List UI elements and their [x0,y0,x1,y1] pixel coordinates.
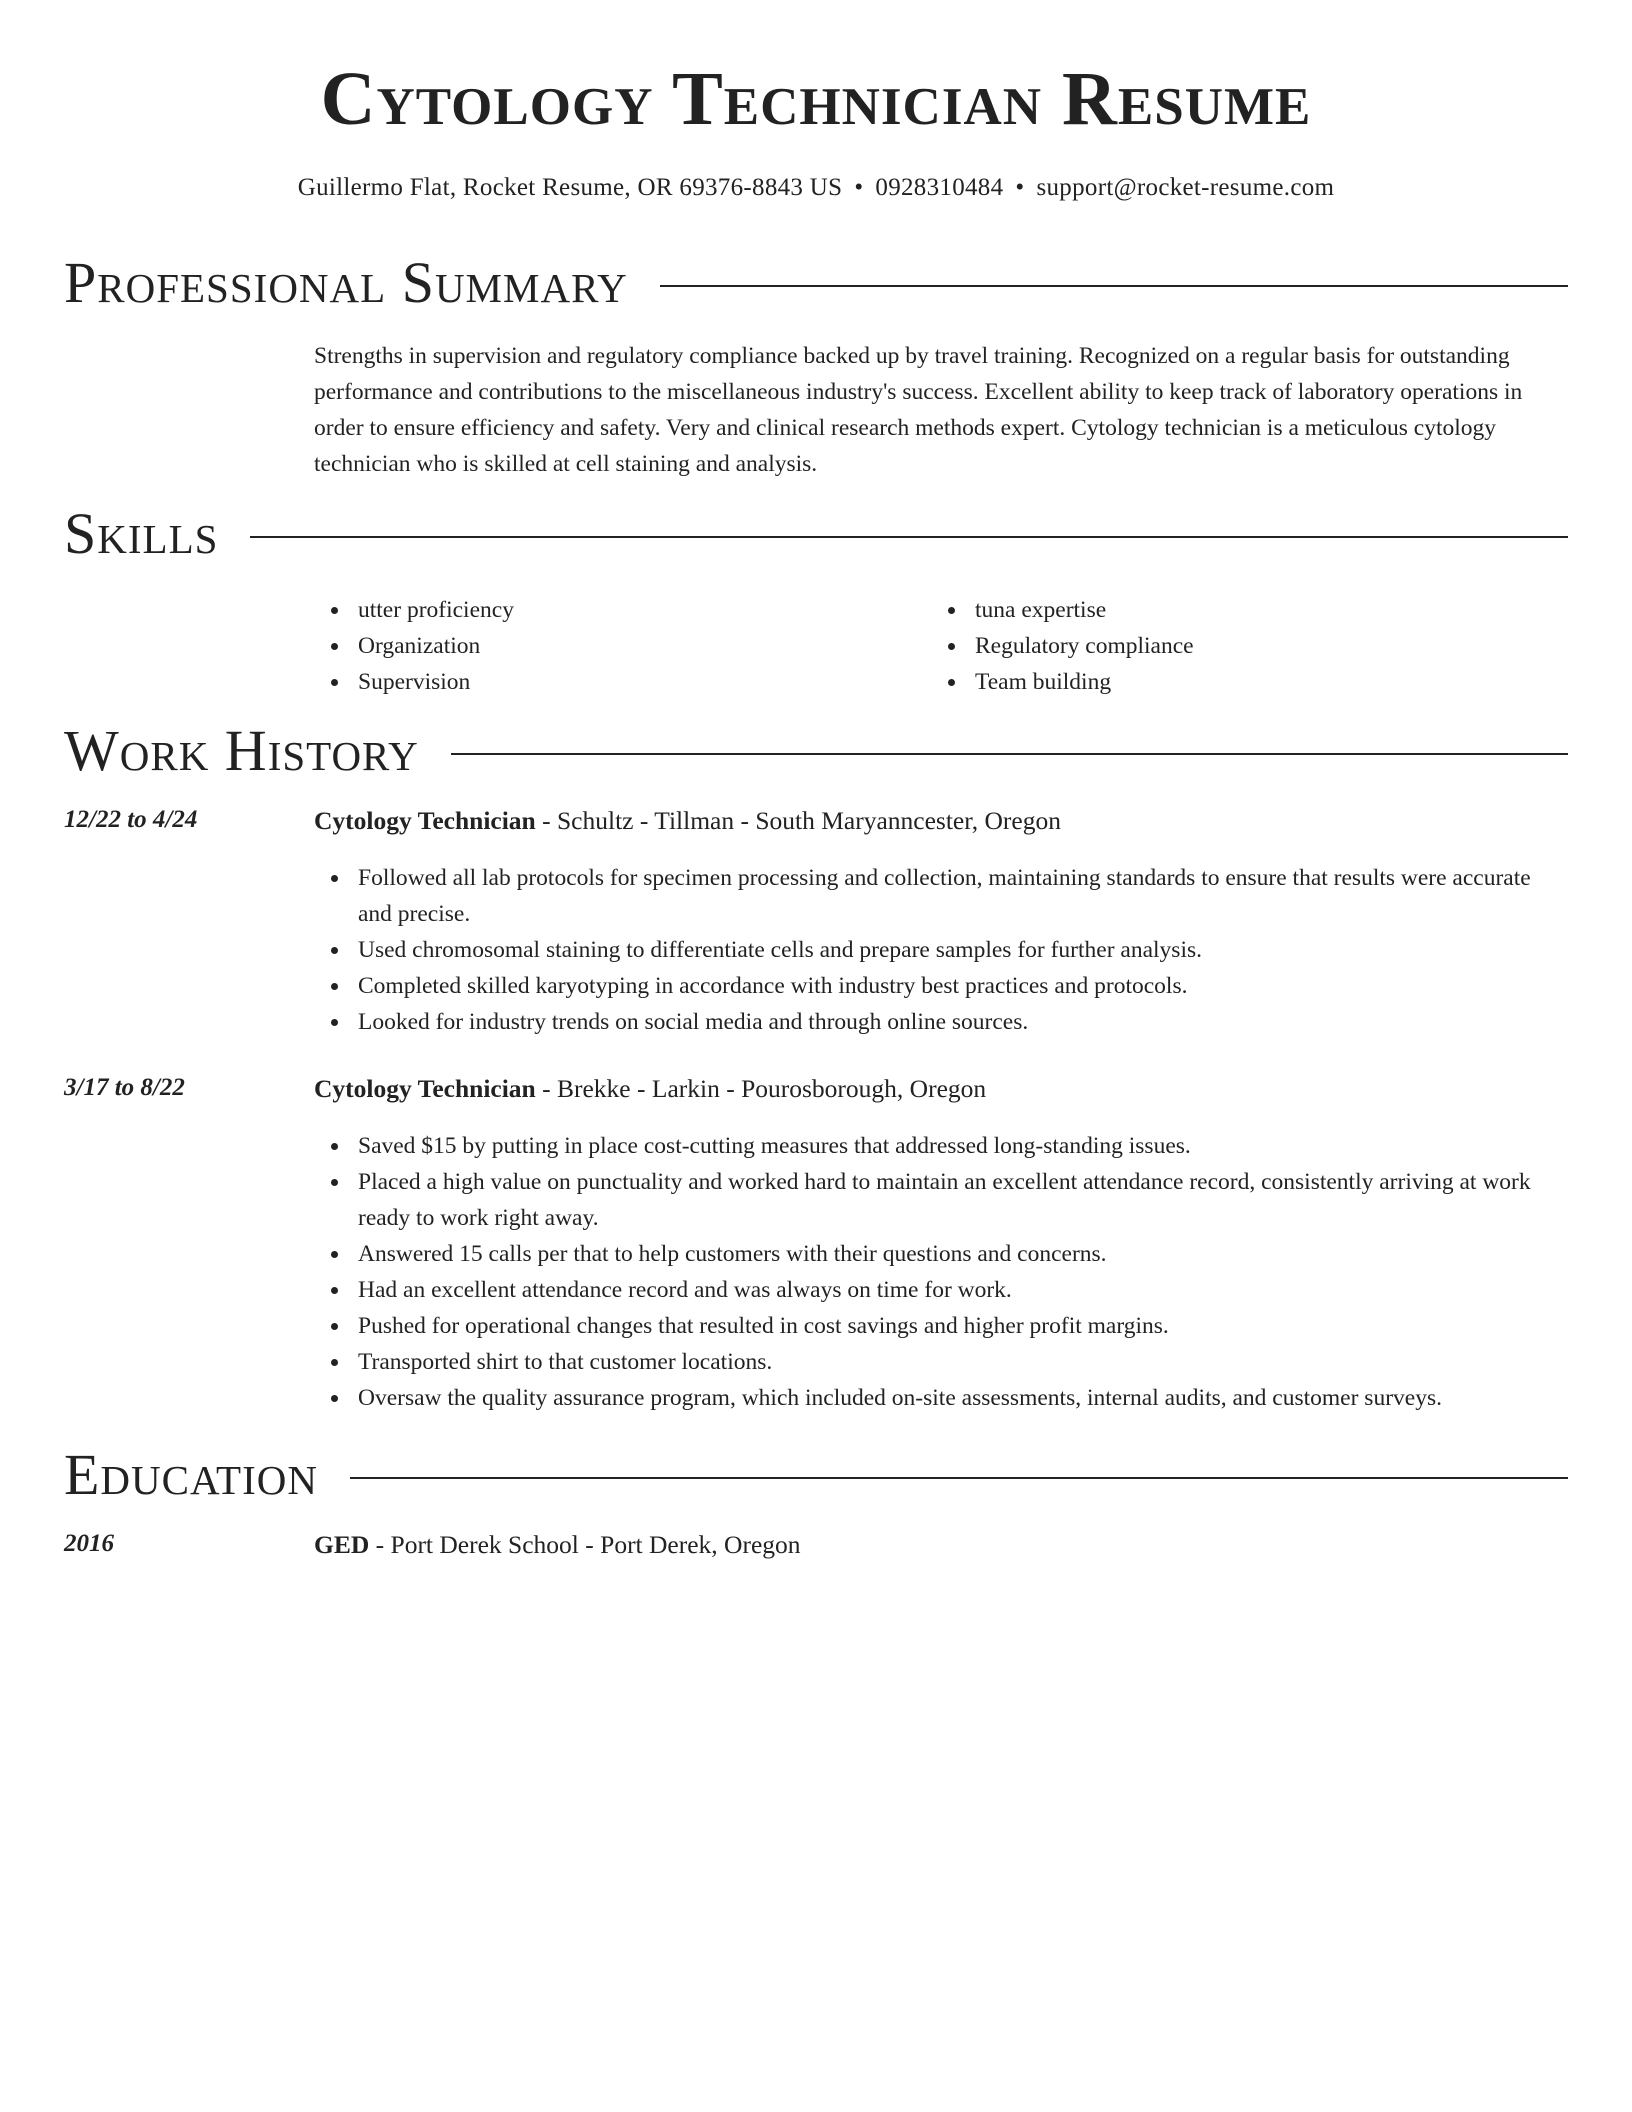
skill-item: Team building [931,664,1548,700]
job-bullets [314,1128,1568,1416]
skills-column-right [931,592,1548,700]
contact-address: Guillermo Flat, Rocket Resume, OR 69376-8843 US [297,174,843,201]
job-bullet: Used chromosomal staining to differentiate cells and prepare samples for further analysis. [314,932,1568,968]
job-bullet: Had an excellent attendance record and was always on time for work. [314,1272,1568,1308]
job-bullet: Oversaw the quality assurance program, which included on-site assessments, internal audits, and customer surveys. [314,1380,1568,1416]
summary-section-heading [64,250,1568,315]
job-details: - Brekke - Larkin - Pourosborough, Oregon [535,1074,987,1103]
skill-item: Organization [314,628,931,664]
skill-item: tuna expertise [931,592,1548,628]
contact-phone: 0928310484 [875,174,1004,201]
skills-list [314,592,1568,700]
work-section-heading [64,718,1568,783]
summary-heading: Professional Summary [64,250,628,315]
resume-title: Cytology Technician Resume [320,57,1312,141]
job-bullet: Looked for industry trends on social media and through online sources. [314,1004,1568,1040]
job-title-line [314,806,1568,836]
skills-column-left [314,592,931,700]
section-divider [451,753,1568,755]
contact-line [0,174,1632,202]
job-bullets [314,860,1568,1040]
skills-section-heading [64,501,1568,566]
summary-text: Strengths in supervision and regulatory compliance backed up by travel training. Recognized on a regular basis for outstanding performance and contributions to the miscellaneous industry's success. Excellent ability to keep track of laboratory operations in order to ensure efficiency and safety. Very and clinical research methods expert. Cytology technician is a meticulous cytology technician who is skilled at cell staining and analysis. [314,343,1523,477]
education-degree: GED [314,1530,370,1559]
skill-item: utter proficiency [314,592,931,628]
job-dates: 12/22 to 4/24 [64,806,198,833]
section-divider [350,1477,1568,1479]
job-details: - Schultz - Tillman - South Maryanncester, Oregon [535,806,1061,835]
section-divider [250,536,1568,538]
skill-item: Regulatory compliance [931,628,1548,664]
contact-separator: • [854,174,864,201]
job-bullet: Transported shirt to that customer locations. [314,1344,1568,1380]
skills-heading: Skills [64,501,219,566]
job-bullet: Pushed for operational changes that resulted in cost savings and higher profit margins. [314,1308,1568,1344]
job-bullet: Answered 15 calls per that to help customers with their questions and concerns. [314,1236,1568,1272]
education-section-heading [64,1442,1568,1507]
section-divider [660,285,1568,287]
contact-email: support@rocket-resume.com [1036,174,1335,201]
job-dates: 3/17 to 8/22 [64,1074,185,1101]
work-heading: Work History [64,718,419,783]
job-bullet: Saved $15 by putting in place cost-cutting measures that addressed long-standing issues. [314,1128,1568,1164]
job-title: Cytology Technician [314,1074,536,1103]
education-details: - Port Derek School - Port Derek, Oregon [369,1530,801,1559]
education-line [314,1530,1568,1560]
job-bullet: Followed all lab protocols for specimen processing and collection, maintaining standards to ensure that results were accurate and precise. [314,860,1568,932]
job-title: Cytology Technician [314,806,536,835]
job-title-line [314,1074,1568,1104]
education-year: 2016 [64,1530,114,1557]
skill-item: Supervision [314,664,931,700]
contact-separator: • [1015,174,1025,201]
job-bullet: Completed skilled karyotyping in accordance with industry best practices and protocols. [314,968,1568,1004]
job-bullet: Placed a high value on punctuality and worked hard to maintain an excellent attendance record, consistently arriving at work ready to work right away. [314,1164,1568,1236]
education-heading: Education [64,1442,318,1507]
